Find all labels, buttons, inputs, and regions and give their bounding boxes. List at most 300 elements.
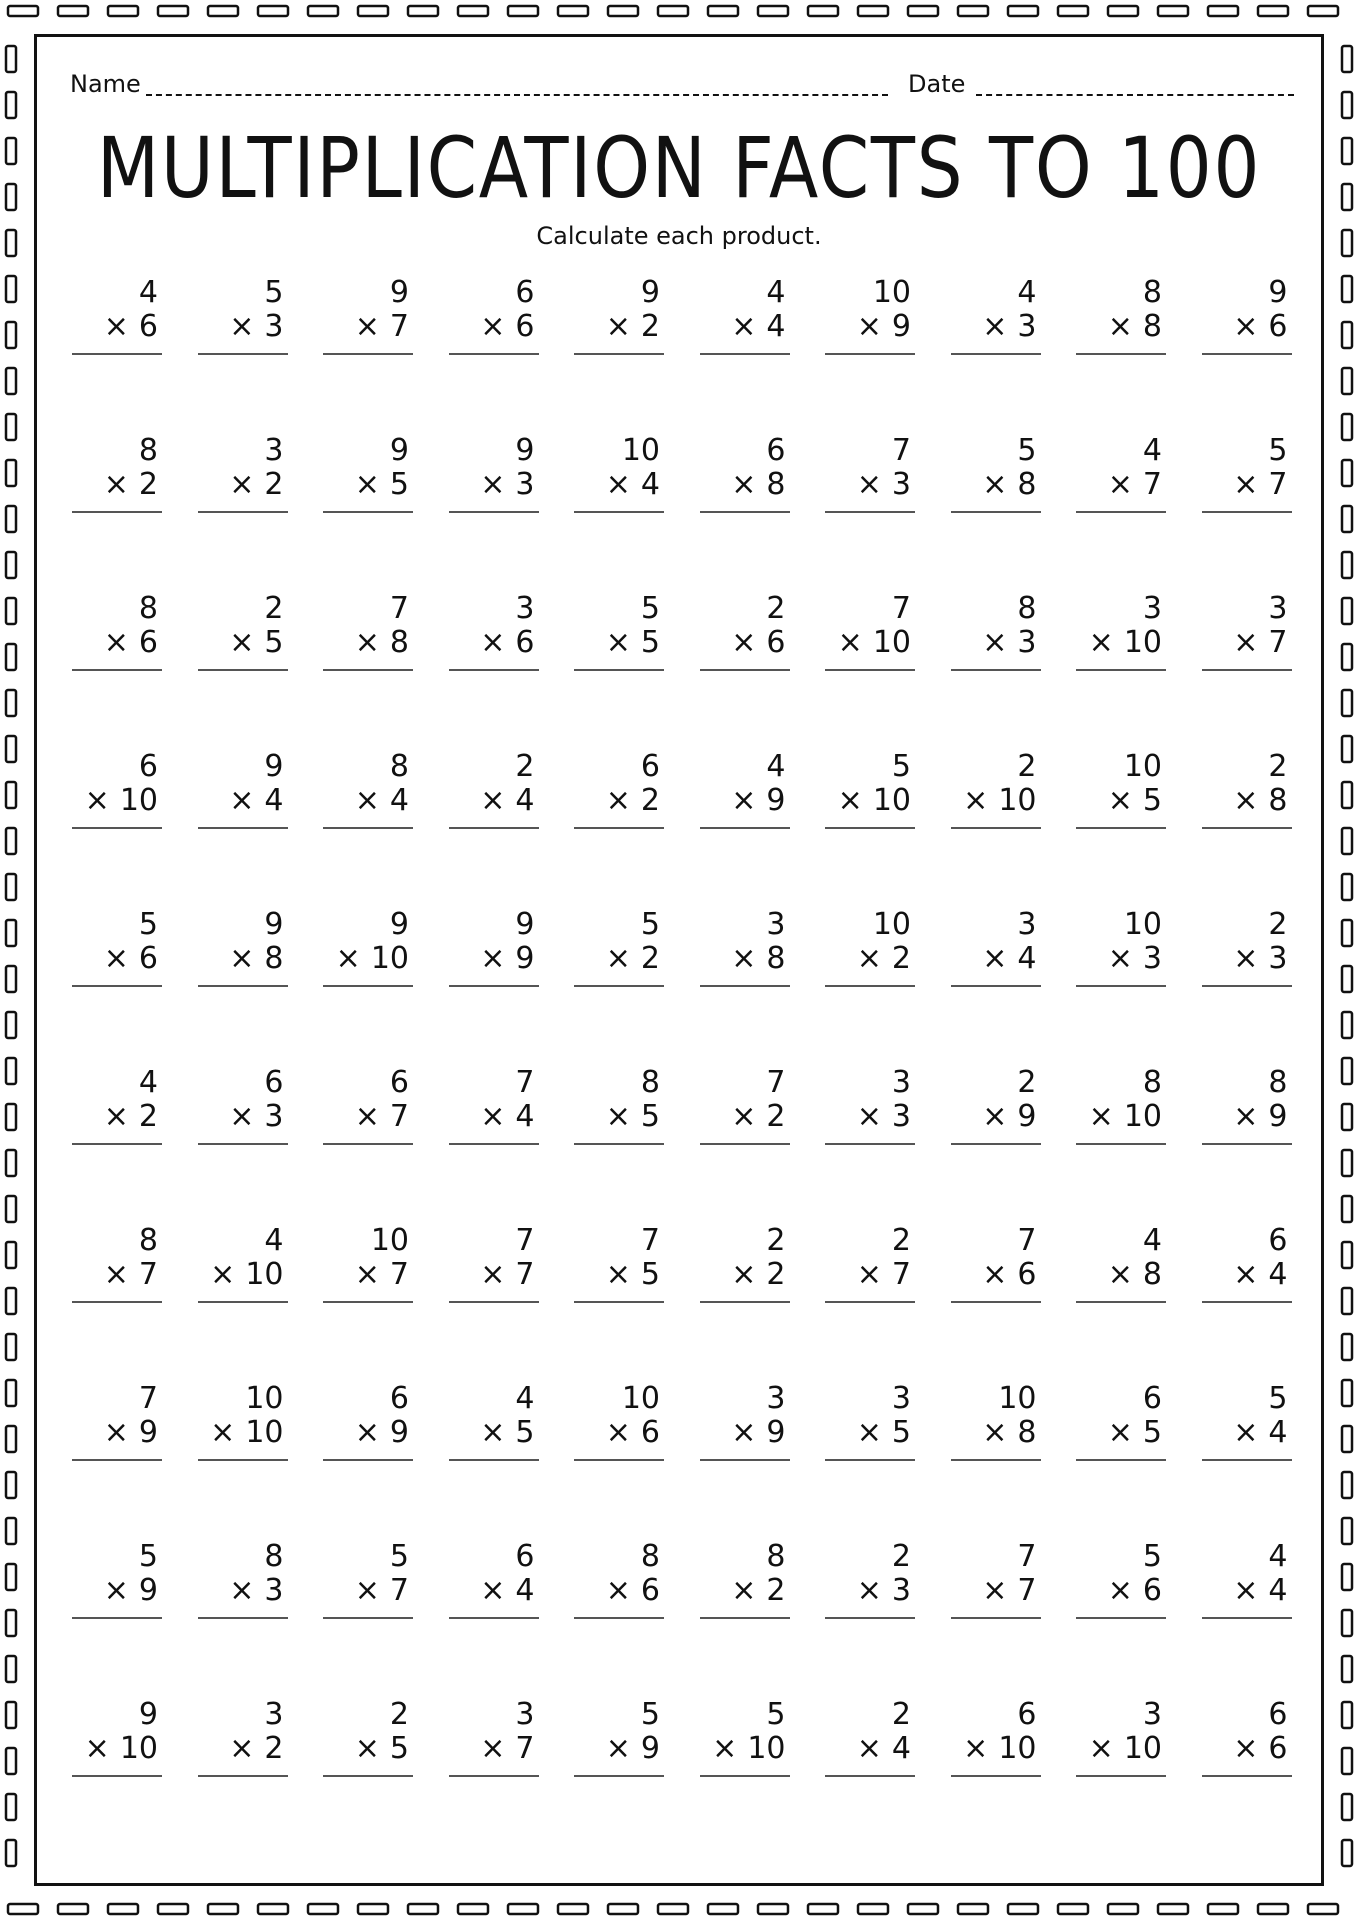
multiplier: 6 xyxy=(1142,1573,1162,1608)
answer-line[interactable] xyxy=(574,353,664,355)
multiplier-line xyxy=(606,309,660,345)
times-sign: × xyxy=(354,1573,380,1608)
answer-line[interactable] xyxy=(574,1143,664,1145)
border-dash xyxy=(958,6,988,16)
problem-item xyxy=(323,433,413,517)
multiplier: 7 xyxy=(389,309,409,344)
problem-item xyxy=(449,907,539,991)
answer-line[interactable] xyxy=(1076,353,1166,355)
answer-line[interactable] xyxy=(72,827,162,829)
multiplier-line xyxy=(606,1415,660,1451)
date-field[interactable] xyxy=(976,94,1294,96)
answer-line[interactable] xyxy=(951,827,1041,829)
multiplier-line xyxy=(85,783,158,819)
answer-line[interactable] xyxy=(825,1459,915,1461)
times-sign: × xyxy=(856,1257,882,1292)
problem-item xyxy=(825,1381,915,1465)
answer-line[interactable] xyxy=(72,1459,162,1461)
times-sign: × xyxy=(963,783,989,818)
multiplicand: 5 xyxy=(264,275,284,310)
answer-line[interactable] xyxy=(700,511,790,513)
answer-line[interactable] xyxy=(1076,827,1166,829)
answer-line[interactable] xyxy=(1202,511,1292,513)
multiplicand: 8 xyxy=(640,1065,660,1100)
answer-line[interactable] xyxy=(574,511,664,513)
multiplicand: 6 xyxy=(1142,1381,1162,1416)
border-dash xyxy=(1208,1904,1238,1914)
answer-line[interactable] xyxy=(1076,669,1166,671)
multiplier-line xyxy=(857,1415,911,1451)
answer-line[interactable] xyxy=(951,1775,1041,1777)
answer-line[interactable] xyxy=(825,985,915,987)
border-dash xyxy=(1342,1334,1352,1360)
answer-line[interactable] xyxy=(574,827,664,829)
answer-line[interactable] xyxy=(323,1775,413,1777)
answer-line[interactable] xyxy=(1076,1459,1166,1461)
multiplier: 10 xyxy=(370,941,409,976)
problem-item xyxy=(700,275,790,359)
answer-line[interactable] xyxy=(700,1301,790,1303)
multiplier: 9 xyxy=(1017,1099,1037,1134)
answer-line[interactable] xyxy=(198,1459,288,1461)
border-dash xyxy=(1342,1564,1352,1590)
problem-item xyxy=(825,275,915,359)
multiplicand: 8 xyxy=(138,433,158,468)
answer-line[interactable] xyxy=(449,1459,539,1461)
multiplier: 5 xyxy=(640,1257,660,1292)
answer-line[interactable] xyxy=(198,1775,288,1777)
answer-line[interactable] xyxy=(449,1617,539,1619)
multiplier-line xyxy=(1108,1415,1162,1451)
multiplier-line xyxy=(104,1257,158,1293)
border-dash xyxy=(6,1794,16,1820)
answer-line[interactable] xyxy=(198,511,288,513)
multiplicand: 4 xyxy=(1268,1539,1288,1574)
answer-line[interactable] xyxy=(825,1143,915,1145)
border-dash xyxy=(758,6,788,16)
answer-line[interactable] xyxy=(825,1301,915,1303)
multiplicand: 4 xyxy=(1142,1223,1162,1258)
multiplier-line xyxy=(731,941,785,977)
answer-line[interactable] xyxy=(574,669,664,671)
problem-item xyxy=(449,1539,539,1623)
answer-line[interactable] xyxy=(1202,1143,1292,1145)
answer-line[interactable] xyxy=(574,1775,664,1777)
border-dash xyxy=(1342,736,1352,762)
times-sign: × xyxy=(982,309,1008,344)
answer-line[interactable] xyxy=(323,1617,413,1619)
times-sign: × xyxy=(982,1257,1008,1292)
multiplier: 10 xyxy=(119,783,158,818)
answer-line[interactable] xyxy=(951,1617,1041,1619)
border-dash xyxy=(308,1904,338,1914)
answer-line[interactable] xyxy=(1076,1617,1166,1619)
answer-line[interactable] xyxy=(700,1459,790,1461)
times-sign: × xyxy=(103,941,129,976)
border-dash xyxy=(158,1904,188,1914)
times-sign: × xyxy=(229,1573,255,1608)
multiplier: 3 xyxy=(264,1099,284,1134)
answer-line[interactable] xyxy=(574,1301,664,1303)
answer-line[interactable] xyxy=(951,353,1041,355)
multiplier: 10 xyxy=(1123,1731,1162,1766)
multiplier-line xyxy=(1233,309,1287,345)
border-dash xyxy=(6,138,16,164)
answer-line[interactable] xyxy=(825,1617,915,1619)
answer-line[interactable] xyxy=(1202,1301,1292,1303)
answer-line[interactable] xyxy=(1076,511,1166,513)
answer-line[interactable] xyxy=(198,353,288,355)
multiplicand: 10 xyxy=(621,433,660,468)
multiplier-line xyxy=(1108,1257,1162,1293)
border-dash xyxy=(58,1904,88,1914)
answer-line[interactable] xyxy=(198,985,288,987)
border-dash xyxy=(1342,1012,1352,1038)
multiplier-line xyxy=(229,783,283,819)
times-sign: × xyxy=(731,941,757,976)
border-dash xyxy=(1342,966,1352,992)
multiplicand: 4 xyxy=(264,1223,284,1258)
border-dash xyxy=(1342,1840,1352,1866)
times-sign: × xyxy=(1233,1099,1259,1134)
problem-item xyxy=(323,275,413,359)
answer-line[interactable] xyxy=(72,1143,162,1145)
border-dash xyxy=(1342,368,1352,394)
border-dash xyxy=(6,276,16,302)
multiplicand: 10 xyxy=(872,907,911,942)
multiplier: 7 xyxy=(138,1257,158,1292)
answer-line[interactable] xyxy=(323,1459,413,1461)
answer-line[interactable] xyxy=(323,1143,413,1145)
multiplicand: 6 xyxy=(264,1065,284,1100)
border-dash xyxy=(1342,1242,1352,1268)
times-sign: × xyxy=(1107,941,1133,976)
answer-line[interactable] xyxy=(198,827,288,829)
answer-line[interactable] xyxy=(951,1459,1041,1461)
times-sign: × xyxy=(712,1731,738,1766)
answer-line[interactable] xyxy=(951,1143,1041,1145)
multiplier: 4 xyxy=(515,1099,535,1134)
answer-line[interactable] xyxy=(700,1143,790,1145)
answer-line[interactable] xyxy=(700,827,790,829)
multiplier: 7 xyxy=(389,1099,409,1134)
problem-item xyxy=(825,1539,915,1623)
problem-row xyxy=(72,275,1292,395)
answer-line[interactable] xyxy=(700,353,790,355)
multiplicand: 3 xyxy=(264,1697,284,1732)
multiplier: 5 xyxy=(264,625,284,660)
border-dash xyxy=(6,1472,16,1498)
problem-item xyxy=(323,907,413,991)
answer-line[interactable] xyxy=(951,985,1041,987)
multiplicand: 3 xyxy=(1142,591,1162,626)
multiplier-line xyxy=(712,1731,785,1767)
answer-line[interactable] xyxy=(825,669,915,671)
problem-item xyxy=(825,749,915,833)
multiplier: 6 xyxy=(515,309,535,344)
multiplicand: 8 xyxy=(1142,1065,1162,1100)
multiplier: 7 xyxy=(389,1573,409,1608)
problem-item xyxy=(1202,275,1292,359)
multiplier-line xyxy=(480,309,534,345)
problem-row xyxy=(72,749,1292,869)
answer-line[interactable] xyxy=(825,353,915,355)
multiplier-line xyxy=(1108,309,1162,345)
multiplier-line xyxy=(606,1099,660,1135)
times-sign: × xyxy=(605,1257,631,1292)
multiplicand: 4 xyxy=(766,275,786,310)
border-dash xyxy=(6,736,16,762)
multiplicand: 10 xyxy=(245,1381,284,1416)
multiplier-line xyxy=(480,1257,534,1293)
multiplier-line xyxy=(731,1099,785,1135)
multiplier-line xyxy=(1108,941,1162,977)
multiplier: 2 xyxy=(138,467,158,502)
answer-line[interactable] xyxy=(323,827,413,829)
answer-line[interactable] xyxy=(323,669,413,671)
multiplier-line xyxy=(1089,1099,1162,1135)
multiplier-line xyxy=(210,1415,283,1451)
border-dash xyxy=(6,368,16,394)
answer-line[interactable] xyxy=(449,669,539,671)
multiplier: 2 xyxy=(264,467,284,502)
times-sign: × xyxy=(605,941,631,976)
multiplicand: 8 xyxy=(640,1539,660,1574)
multiplicand: 6 xyxy=(515,1539,535,1574)
multiplier-line xyxy=(731,467,785,503)
problem-item xyxy=(951,275,1041,359)
answer-line[interactable] xyxy=(72,1775,162,1777)
answer-line[interactable] xyxy=(951,669,1041,671)
problem-row xyxy=(72,433,1292,553)
answer-line[interactable] xyxy=(1202,985,1292,987)
problem-item xyxy=(700,749,790,833)
answer-line[interactable] xyxy=(700,1775,790,1777)
times-sign: × xyxy=(354,1415,380,1450)
answer-line[interactable] xyxy=(449,985,539,987)
multiplicand: 10 xyxy=(1123,749,1162,784)
border-dash xyxy=(1342,1426,1352,1452)
multiplier-line xyxy=(857,941,911,977)
answer-line[interactable] xyxy=(1076,1775,1166,1777)
answer-line[interactable] xyxy=(700,985,790,987)
times-sign: × xyxy=(605,467,631,502)
multiplier: 5 xyxy=(1142,1415,1162,1450)
answer-line[interactable] xyxy=(72,511,162,513)
multiplier: 8 xyxy=(1268,783,1288,818)
multiplier: 6 xyxy=(515,625,535,660)
problem-row xyxy=(72,1223,1292,1343)
answer-line[interactable] xyxy=(323,985,413,987)
multiplicand: 3 xyxy=(1017,907,1037,942)
multiplier-line xyxy=(1233,1573,1287,1609)
multiplier: 10 xyxy=(872,625,911,660)
answer-line[interactable] xyxy=(198,1301,288,1303)
problem-item xyxy=(72,749,162,833)
multiplier-line xyxy=(1233,1099,1287,1135)
multiplier-line xyxy=(355,309,409,345)
answer-line[interactable] xyxy=(825,1775,915,1777)
border-dash xyxy=(6,1334,16,1360)
answer-line[interactable] xyxy=(198,1617,288,1619)
border-dash xyxy=(1058,1904,1088,1914)
border-dash xyxy=(1342,598,1352,624)
multiplier-line xyxy=(838,783,911,819)
border-dash xyxy=(1008,1904,1038,1914)
multiplier-line xyxy=(229,467,283,503)
border-dash xyxy=(6,414,16,440)
multiplier-line xyxy=(336,941,409,977)
answer-line[interactable] xyxy=(951,511,1041,513)
answer-line[interactable] xyxy=(449,353,539,355)
answer-line[interactable] xyxy=(323,1301,413,1303)
multiplier: 7 xyxy=(1268,625,1288,660)
border-dash xyxy=(6,1012,16,1038)
answer-line[interactable] xyxy=(72,1617,162,1619)
multiplicand: 3 xyxy=(766,907,786,942)
problem-item xyxy=(72,1065,162,1149)
multiplier: 4 xyxy=(389,783,409,818)
answer-line[interactable] xyxy=(72,985,162,987)
answer-line[interactable] xyxy=(1202,1459,1292,1461)
multiplier: 9 xyxy=(766,783,786,818)
problem-row xyxy=(72,1381,1292,1501)
answer-line[interactable] xyxy=(72,353,162,355)
multiplier-line xyxy=(480,1415,534,1451)
border-dash xyxy=(6,1748,16,1774)
multiplier-line xyxy=(1108,1573,1162,1609)
times-sign: × xyxy=(731,309,757,344)
multiplicand: 2 xyxy=(1268,907,1288,942)
times-sign: × xyxy=(335,941,361,976)
border-dash xyxy=(1058,6,1088,16)
times-sign: × xyxy=(103,1415,129,1450)
multiplier: 7 xyxy=(515,1257,535,1292)
multiplier: 2 xyxy=(766,1099,786,1134)
times-sign: × xyxy=(354,1099,380,1134)
answer-line[interactable] xyxy=(72,1301,162,1303)
multiplier: 7 xyxy=(389,1257,409,1292)
border-dash xyxy=(6,1702,16,1728)
answer-line[interactable] xyxy=(323,511,413,513)
answer-line[interactable] xyxy=(574,1617,664,1619)
border-dash xyxy=(1208,6,1238,16)
answer-line[interactable] xyxy=(449,1143,539,1145)
answer-line[interactable] xyxy=(825,511,915,513)
times-sign: × xyxy=(480,941,506,976)
answer-line[interactable] xyxy=(198,1143,288,1145)
multiplier-line xyxy=(480,467,534,503)
multiplier: 7 xyxy=(515,1731,535,1766)
problem-item xyxy=(449,1697,539,1781)
problem-item xyxy=(700,1697,790,1781)
answer-line[interactable] xyxy=(951,1301,1041,1303)
times-sign: × xyxy=(856,1415,882,1450)
multiplicand: 6 xyxy=(389,1065,409,1100)
answer-line[interactable] xyxy=(1076,985,1166,987)
border-dash xyxy=(1342,276,1352,302)
answer-line[interactable] xyxy=(1202,669,1292,671)
answer-line[interactable] xyxy=(72,669,162,671)
problem-item xyxy=(449,1065,539,1149)
problem-item xyxy=(72,433,162,517)
multiplier: 3 xyxy=(1142,941,1162,976)
multiplier-line xyxy=(480,941,534,977)
multiplicand: 2 xyxy=(891,1539,911,1574)
multiplier: 10 xyxy=(245,1415,284,1450)
border-dash xyxy=(1342,322,1352,348)
name-field[interactable] xyxy=(146,94,888,96)
answer-line[interactable] xyxy=(1076,1143,1166,1145)
answer-line[interactable] xyxy=(1202,1775,1292,1777)
problem-item xyxy=(1202,1539,1292,1623)
answer-line[interactable] xyxy=(1076,1301,1166,1303)
problem-item xyxy=(198,433,288,517)
multiplicand: 3 xyxy=(766,1381,786,1416)
times-sign: × xyxy=(856,1731,882,1766)
multiplier: 6 xyxy=(138,625,158,660)
answer-line[interactable] xyxy=(574,985,664,987)
border-dash xyxy=(358,6,388,16)
multiplicand: 6 xyxy=(640,749,660,784)
answer-line[interactable] xyxy=(1202,827,1292,829)
multiplicand: 8 xyxy=(766,1539,786,1574)
multiplier: 4 xyxy=(515,783,535,818)
border-dash xyxy=(6,920,16,946)
answer-line[interactable] xyxy=(449,1775,539,1777)
multiplier: 2 xyxy=(891,941,911,976)
multiplier-line xyxy=(104,941,158,977)
multiplicand: 3 xyxy=(264,433,284,468)
answer-line[interactable] xyxy=(1202,1617,1292,1619)
answer-line[interactable] xyxy=(700,669,790,671)
multiplier: 3 xyxy=(1268,941,1288,976)
problem-item xyxy=(825,1223,915,1307)
border-dash xyxy=(1342,138,1352,164)
answer-line[interactable] xyxy=(449,827,539,829)
multiplier: 7 xyxy=(1017,1573,1037,1608)
answer-line[interactable] xyxy=(574,1459,664,1461)
answer-line[interactable] xyxy=(449,511,539,513)
answer-line[interactable] xyxy=(1202,353,1292,355)
multiplier-line xyxy=(731,1415,785,1451)
multiplier: 9 xyxy=(640,1731,660,1766)
multiplicand: 7 xyxy=(766,1065,786,1100)
answer-line[interactable] xyxy=(700,1617,790,1619)
border-dash xyxy=(808,6,838,16)
multiplier-line xyxy=(480,783,534,819)
multiplier-line xyxy=(355,625,409,661)
border-dash xyxy=(1342,184,1352,210)
times-sign: × xyxy=(1233,1257,1259,1292)
times-sign: × xyxy=(1088,1731,1114,1766)
border-dash xyxy=(1342,1104,1352,1130)
border-dash xyxy=(408,1904,438,1914)
border-dash xyxy=(508,1904,538,1914)
multiplicand: 9 xyxy=(389,907,409,942)
answer-line[interactable] xyxy=(825,827,915,829)
problem-item xyxy=(700,591,790,675)
times-sign: × xyxy=(731,1573,757,1608)
times-sign: × xyxy=(605,783,631,818)
problem-item xyxy=(449,749,539,833)
answer-line[interactable] xyxy=(449,1301,539,1303)
border-dash xyxy=(8,1904,38,1914)
answer-line[interactable] xyxy=(323,353,413,355)
multiplicand: 10 xyxy=(1123,907,1162,942)
multiplier: 2 xyxy=(264,1731,284,1766)
answer-line[interactable] xyxy=(198,669,288,671)
